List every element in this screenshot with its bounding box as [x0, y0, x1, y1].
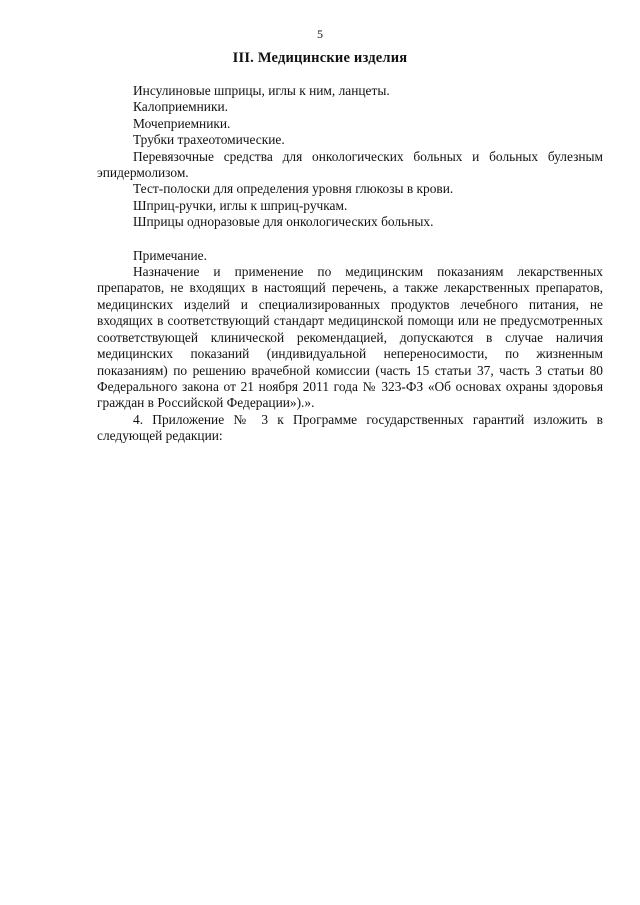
closing-paragraph: 4. Приложение № 3 к Программе государственных гарантий изложить в следующей редакции:	[97, 411, 603, 444]
document-body	[97, 83, 603, 445]
page-number: 5	[317, 27, 323, 41]
list-item: Инсулиновые шприцы, иглы к ним, ланцеты.	[133, 83, 390, 98]
list-item: Шприцы одноразовые для онкологических больных.	[133, 214, 434, 230]
list-item: Мочеприемники.	[133, 115, 231, 131]
note-label: Примечание.	[133, 247, 207, 263]
list-item: Тест-полоски для определения уровня глюкозы в крови.	[133, 181, 454, 197]
section-title: III. Медицинские изделия	[232, 50, 408, 66]
list-item: Шприц-ручки, иглы к шприц-ручкам.	[133, 197, 348, 213]
list-item: Калоприемники.	[133, 99, 228, 115]
note-text: Назначение и применение по медицинским показаниям лекарственных препаратов, не входящих в настоящий перечень, а также лекарственных препаратов, медицинских изделий и специализированных продуктов лечебного питания, не входящих в соответствующий стандарт медицинской помощи или не предусмотренных соответствующей клинической рекомендацией, допускаются в случае наличия медицинских показаний (индивидуальной непереносимости, по жизненным показаниям) по решению врачебной комиссии (часть 15 статьи 37, часть 3 статьи 80 Федерального закона от 21 ноября 2011 года № 323-ФЗ «Об основах охраны здоровья граждан в Российской Федерации»).».	[97, 264, 603, 411]
list-item: Трубки трахеотомические.	[133, 132, 285, 148]
list-item: Перевязочные средства для онкологических больных и больных булезным эпидермолизом.	[97, 148, 603, 181]
